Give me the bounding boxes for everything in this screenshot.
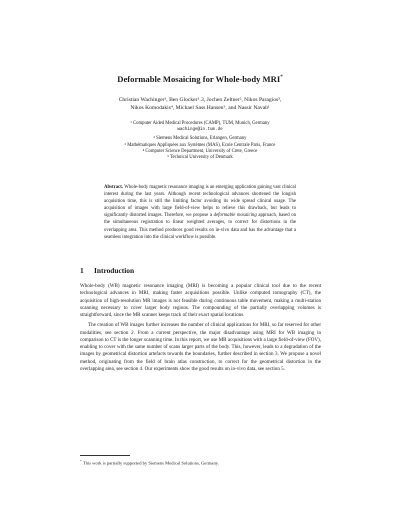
- title-text: Deformable Mosaicing for Whole-body MRI: [117, 74, 281, 84]
- affiliation: ⁴ Computer Science Department, University of Crete, Greece: [142, 148, 258, 154]
- paragraph: The creation of WB images further increases the number of clinical applications for MRI, so far reserved for other modalities, see section 2. From a current perspective, the major disadvantage using MRI for WB imaging in comparison to CT is the longer scanning time. In this report, we use MR acquisitions with a large field-of-view (FOV), enabling to cover with the same number of scans larger parts of the body. This, however, leads to a degradation of the images by geometrical distortion artefacts towards the boundaries, further described in section 3. We propose a novel method, originating from the field of brain atlas construction, to correct for the geometrical distortion in the overlapping area, see section 4. Our experiments show the good results on in-vivo data, see section 5.: [80, 322, 321, 372]
- section-title: Introduction: [94, 266, 135, 275]
- footnote-mark: *: [80, 459, 82, 463]
- affiliation: ² Siemens Medical Solutions, Erlangen, Germany: [153, 136, 247, 142]
- section-heading: [80, 266, 134, 275]
- author-line: Christian Wachinger¹, Ben Glocker¹˒3, Jochen Zeltner², Nikos Paragios³,: [118, 97, 282, 103]
- section-number: 1: [80, 266, 84, 275]
- affiliation: ¹ Computer Aided Medical Procedures (CAMP), TUM, Munich, Germany: [130, 121, 270, 126]
- paper-title: [0, 74, 400, 84]
- abstract: [104, 184, 296, 241]
- abstract-text-2: approach, based on the simultaneous registration to linear weighted averages, to correct for distortions in the overlapping area. This method produces good results on in-vivo data and has the advantage that a seamless integration into the clinical workflow is possible.: [104, 213, 296, 240]
- body-text: [80, 283, 321, 376]
- abstract-label: Abstract.: [104, 185, 124, 190]
- affiliation-list: [70, 121, 330, 161]
- author-line: Nikos Komodakis⁴, Michael Sass Hansen⁵, and Nassir Navab¹: [130, 104, 270, 111]
- abstract-text: Whole-body magnetic resonance imaging is an emerging application gaining vast clinical interest during the last years. Although recent technological advances shortened the longish acquisition time, this is still the limiting factor avoiding its wide spread clinical usage. The acquisition of images with large field-of-view helps to relieve this drawback, but leads to significantly distorted images. Therefore, we propose a: [104, 185, 296, 219]
- title-footnote-mark: *: [280, 75, 283, 81]
- paragraph: Whole-body (WB) magnetic resonance imaging (MRI) is becoming a popular clinical tool due to the recent technological advances in MRI, making faster acquisitions possible. Unlike computed tomography (CT), the acquisition of high-resolution MR images is not feasible during continuous table movement, making a multi-station scanning necessary to cover larger body regions. The compounding of the partially overlapping volumes is straightforward, since the MR scanner keeps track of their exact spatial locations.: [80, 283, 321, 318]
- abstract-emphasis: deformable mosaicing: [213, 213, 257, 219]
- affiliation: ⁵ Technical University of Denmark: [167, 155, 233, 161]
- author-email: wachinge@in.tum.de: [177, 128, 223, 133]
- author-list: [80, 97, 320, 112]
- footnote: [80, 459, 321, 466]
- affiliation: ³ Mathématiques Appliquées aux Systèmes (MAS), Ecole Centrale Paris, France: [124, 142, 276, 148]
- footnote-text: This work is partially supported by Siemens Medical Solutions, Germany.: [82, 460, 219, 466]
- footnote-rule: [80, 455, 130, 456]
